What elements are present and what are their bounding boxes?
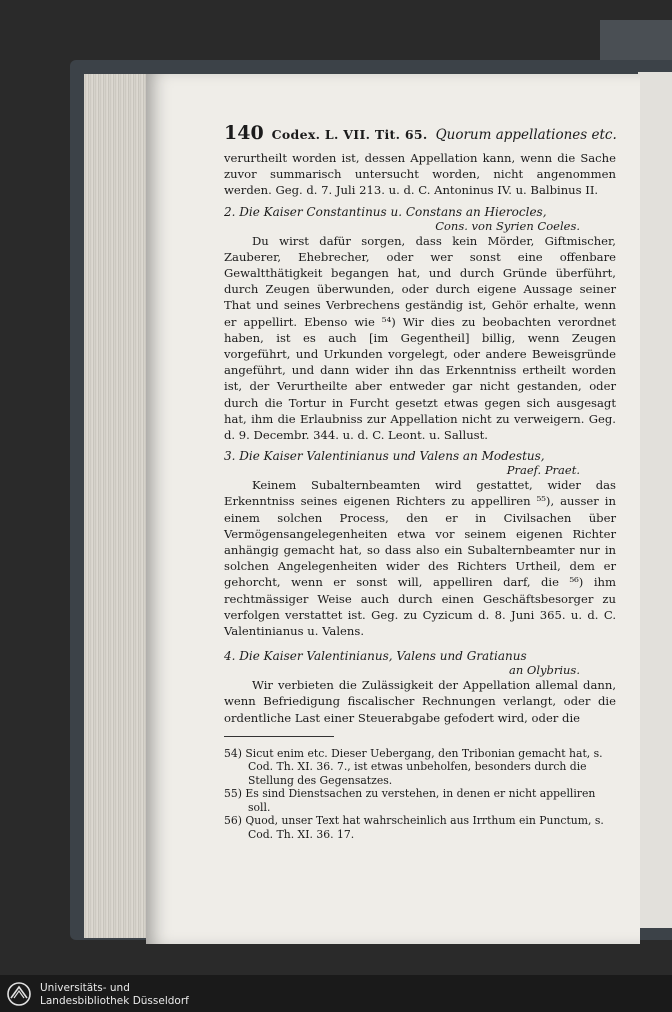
footnote-56: 56) Quod, unser Text hat wahrscheinlich aus Irrthum ein Punctum, s. Cod. Th. XI. 36. 17. — [224, 814, 604, 841]
paragraph-4: Wir verbieten die Zulässigkeit der Appellation allemal dann, wenn Befriedigung fiscalischer Rechnungen verlangt, oder die ordentliche Last einer Steuerabgabe gefodert wird, oder die — [224, 678, 616, 725]
footer-line-2: Landesbibliothek Düsseldorf — [40, 995, 189, 1007]
paragraph-3: Keinem Subalternbeamten wird gestattet, wider das Erkenntniss seines eigenen Richters zu appelliren ⁵⁵), ausser in einem solchen Process, den er in Civilsachen über Vermögensangelegenheiten etwa vor seinem eigenen Richter anhängig gemacht hat, so dass also ein Subalternbeamter nur in solchen Angelegenheiten wider des Richters Urtheil, dem er gehorcht, wenn er sonst will, appelliren darf, die ⁵⁶) ihm rechtmässiger Weise auch durch einen Geschäftsbesorger zu verfolgen verstattet ist. Geg. zu Cyzicum d. 8. Juni 365. u. d. C. Valentinianus u. Valens. — [224, 478, 616, 639]
footnote-54: 54) Sicut enim etc. Dieser Uebergang, den Tribonian gemacht hat, s. Cod. Th. XI. 36. 7., ist etwas unbeholfen, besonders durch die Stellung des Gegensatzes. — [224, 746, 603, 787]
page-number: 140 — [224, 122, 264, 144]
section-2-subheading: Cons. von Syrien Coeles. — [435, 218, 580, 233]
header-title: Quorum appellationes etc. — [435, 127, 617, 143]
section-3-subheading: Praef. Praet. — [506, 463, 580, 478]
section-2-heading: 2. Die Kaiser Constantinus u. Constans an Hierocles, — [224, 204, 547, 219]
footnote-55: 55) Es sind Dienstsachen zu verstehen, in denen er nicht appelliren soll. — [224, 787, 596, 814]
page-edges — [84, 74, 154, 938]
page-content — [224, 122, 616, 841]
footer-line-1: Universitäts- und — [40, 982, 130, 994]
paragraph-2: Du wirst dafür sorgen, dass kein Mörder, Giftmischer, Zauberer, Ehebrecher, oder wer sonst eine offenbare Gewaltthätigkeit begangen hat, und durch Gründe überführt, durch Zeugen überwunden, oder durch eigene Aussage seiner That und seines Verbrechens geständig ist, Gehör erhalte, wenn er appellirt. Ebenso wie ⁵⁴) Wir dies zu beobachten verordnet haben, ist es auch [im Gegentheil] billig, wenn Zeugen vorgeführt, und Urkunden vorgelegt, oder andere Beweisgründe angeführt, und dann wider ihn das Erkenntniss ertheilt worden ist, der Verurtheilte aber entweder gar nicht gestanden, oder durch die Tortur in Furcht gesetzt etwas gegen sich ausgesagt hat, ihm die Erlaubniss zur Appellation nicht zu verweigern. Geg. d. 9. Decembr. 344. u. d. C. Leont. u. Sallust. — [224, 233, 616, 443]
footnote-rule — [224, 736, 334, 737]
section-4-subheading: an Olybrius. — [508, 663, 580, 678]
section-4-heading: 4. Die Kaiser Valentinianus, Valens und Gratianus — [224, 649, 527, 664]
next-page-edge — [638, 72, 672, 928]
header-code: Codex. L. VII. Tit. 65. — [271, 127, 428, 142]
running-header — [224, 122, 616, 144]
section-3-heading: 3. Die Kaiser Valentinianus und Valens an Modestus, — [224, 449, 545, 464]
paragraph-1: verurtheilt worden ist, dessen Appellation kann, wenn die Sache zuvor summarisch untersucht worden, nicht angenommen werden. Geg. d. 7. Juli 213. u. d. C. Antoninus IV. u. Balbinus II. — [224, 151, 616, 198]
ulb-logo-icon — [6, 981, 32, 1007]
